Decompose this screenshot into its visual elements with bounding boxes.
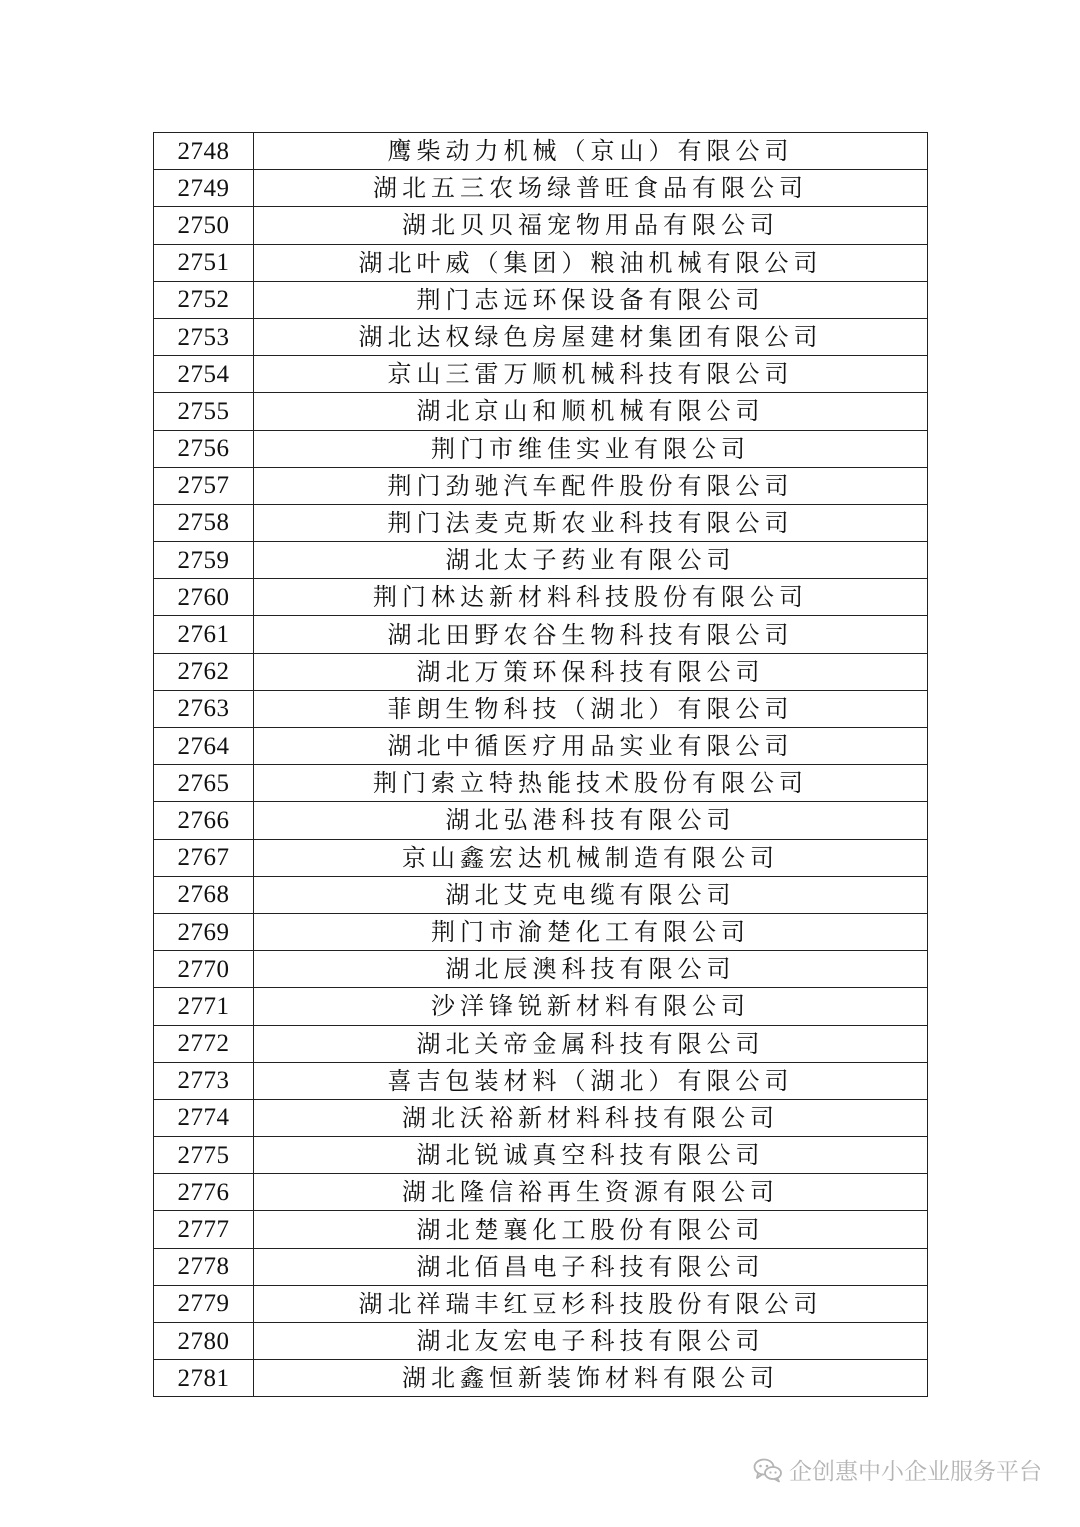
row-number: 2768 <box>154 876 254 913</box>
table-row <box>154 467 928 504</box>
row-number: 2774 <box>154 1099 254 1136</box>
company-name: 湖北五三农场绿普旺食品有限公司 <box>254 170 928 207</box>
table-row <box>154 951 928 988</box>
row-number: 2777 <box>154 1211 254 1248</box>
row-number: 2781 <box>154 1360 254 1397</box>
company-name: 湖北贝贝福宠物用品有限公司 <box>254 207 928 244</box>
table-row <box>154 1099 928 1136</box>
company-name: 菲朗生物科技（湖北）有限公司 <box>254 690 928 727</box>
table-row <box>154 281 928 318</box>
company-name: 荆门志远环保设备有限公司 <box>254 281 928 318</box>
company-name: 京山鑫宏达机械制造有限公司 <box>254 839 928 876</box>
company-name: 荆门劲驰汽车配件股份有限公司 <box>254 467 928 504</box>
company-name: 湖北鑫恒新装饰材料有限公司 <box>254 1360 928 1397</box>
table-row <box>154 1248 928 1285</box>
row-number: 2754 <box>154 356 254 393</box>
company-name: 荆门市渝楚化工有限公司 <box>254 913 928 950</box>
table-row <box>154 616 928 653</box>
row-number: 2753 <box>154 318 254 355</box>
row-number: 2751 <box>154 244 254 281</box>
row-number: 2778 <box>154 1248 254 1285</box>
company-name: 湖北田野农谷生物科技有限公司 <box>254 616 928 653</box>
table-row <box>154 1062 928 1099</box>
company-name: 荆门索立特热能技术股份有限公司 <box>254 765 928 802</box>
row-number: 2757 <box>154 467 254 504</box>
company-name: 湖北楚襄化工股份有限公司 <box>254 1211 928 1248</box>
table-row <box>154 207 928 244</box>
table-row <box>154 356 928 393</box>
row-number: 2749 <box>154 170 254 207</box>
row-number: 2769 <box>154 913 254 950</box>
company-name: 湖北关帝金属科技有限公司 <box>254 1025 928 1062</box>
table-row <box>154 913 928 950</box>
company-name: 湖北万策环保科技有限公司 <box>254 653 928 690</box>
table-row <box>154 1285 928 1322</box>
table-body <box>154 133 928 1397</box>
table-row <box>154 802 928 839</box>
row-number: 2752 <box>154 281 254 318</box>
row-number: 2764 <box>154 728 254 765</box>
row-number: 2767 <box>154 839 254 876</box>
company-name: 湖北叶威（集团）粮油机械有限公司 <box>254 244 928 281</box>
watermark <box>753 1453 1042 1486</box>
company-name: 湖北弘港科技有限公司 <box>254 802 928 839</box>
table-row <box>154 1137 928 1174</box>
row-number: 2776 <box>154 1174 254 1211</box>
row-number: 2750 <box>154 207 254 244</box>
row-number: 2755 <box>154 393 254 430</box>
company-name: 湖北佰昌电子科技有限公司 <box>254 1248 928 1285</box>
row-number: 2773 <box>154 1062 254 1099</box>
table-row <box>154 504 928 541</box>
company-name: 湖北达权绿色房屋建材集团有限公司 <box>254 318 928 355</box>
row-number: 2771 <box>154 988 254 1025</box>
company-name: 荆门林达新材料科技股份有限公司 <box>254 579 928 616</box>
company-name: 湖北祥瑞丰红豆杉科技股份有限公司 <box>254 1285 928 1322</box>
row-number: 2759 <box>154 542 254 579</box>
company-name: 湖北沃裕新材料科技有限公司 <box>254 1099 928 1136</box>
row-number: 2775 <box>154 1137 254 1174</box>
table-row <box>154 839 928 876</box>
company-name: 湖北太子药业有限公司 <box>254 542 928 579</box>
table-row <box>154 690 928 727</box>
table-row <box>154 244 928 281</box>
table-row <box>154 728 928 765</box>
table-row <box>154 988 928 1025</box>
table-row <box>154 318 928 355</box>
table-row <box>154 393 928 430</box>
table-row <box>154 876 928 913</box>
row-number: 2780 <box>154 1323 254 1360</box>
company-name: 湖北京山和顺机械有限公司 <box>254 393 928 430</box>
company-name: 鹰柴动力机械（京山）有限公司 <box>254 133 928 170</box>
row-number: 2779 <box>154 1285 254 1322</box>
table-row <box>154 1174 928 1211</box>
watermark-text: 企创惠中小企业服务平台 <box>789 1459 1042 1485</box>
company-name: 湖北锐诚真空科技有限公司 <box>254 1137 928 1174</box>
row-number: 2748 <box>154 133 254 170</box>
row-number: 2760 <box>154 579 254 616</box>
table-row <box>154 1323 928 1360</box>
company-name: 荆门市维佳实业有限公司 <box>254 430 928 467</box>
table-row <box>154 1211 928 1248</box>
table-row <box>154 170 928 207</box>
company-name: 喜吉包装材料（湖北）有限公司 <box>254 1062 928 1099</box>
company-name: 湖北友宏电子科技有限公司 <box>254 1323 928 1360</box>
table-row <box>154 1025 928 1062</box>
row-number: 2765 <box>154 765 254 802</box>
row-number: 2763 <box>154 690 254 727</box>
company-name: 湖北隆信裕再生资源有限公司 <box>254 1174 928 1211</box>
row-number: 2770 <box>154 951 254 988</box>
company-name: 沙洋锋锐新材料有限公司 <box>254 988 928 1025</box>
row-number: 2761 <box>154 616 254 653</box>
row-number: 2772 <box>154 1025 254 1062</box>
company-name: 湖北辰澳科技有限公司 <box>254 951 928 988</box>
table-row <box>154 133 928 170</box>
company-name: 湖北艾克电缆有限公司 <box>254 876 928 913</box>
company-name: 湖北中循医疗用品实业有限公司 <box>254 728 928 765</box>
row-number: 2762 <box>154 653 254 690</box>
company-name: 荆门法麦克斯农业科技有限公司 <box>254 504 928 541</box>
row-number: 2758 <box>154 504 254 541</box>
row-number: 2766 <box>154 802 254 839</box>
company-name: 京山三雷万顺机械科技有限公司 <box>254 356 928 393</box>
wechat-icon <box>753 1457 783 1483</box>
table-row <box>154 765 928 802</box>
row-number: 2756 <box>154 430 254 467</box>
table-row <box>154 1360 928 1397</box>
table-row <box>154 542 928 579</box>
table-row <box>154 430 928 467</box>
table-row <box>154 579 928 616</box>
company-list-table <box>153 132 928 1397</box>
table-row <box>154 653 928 690</box>
